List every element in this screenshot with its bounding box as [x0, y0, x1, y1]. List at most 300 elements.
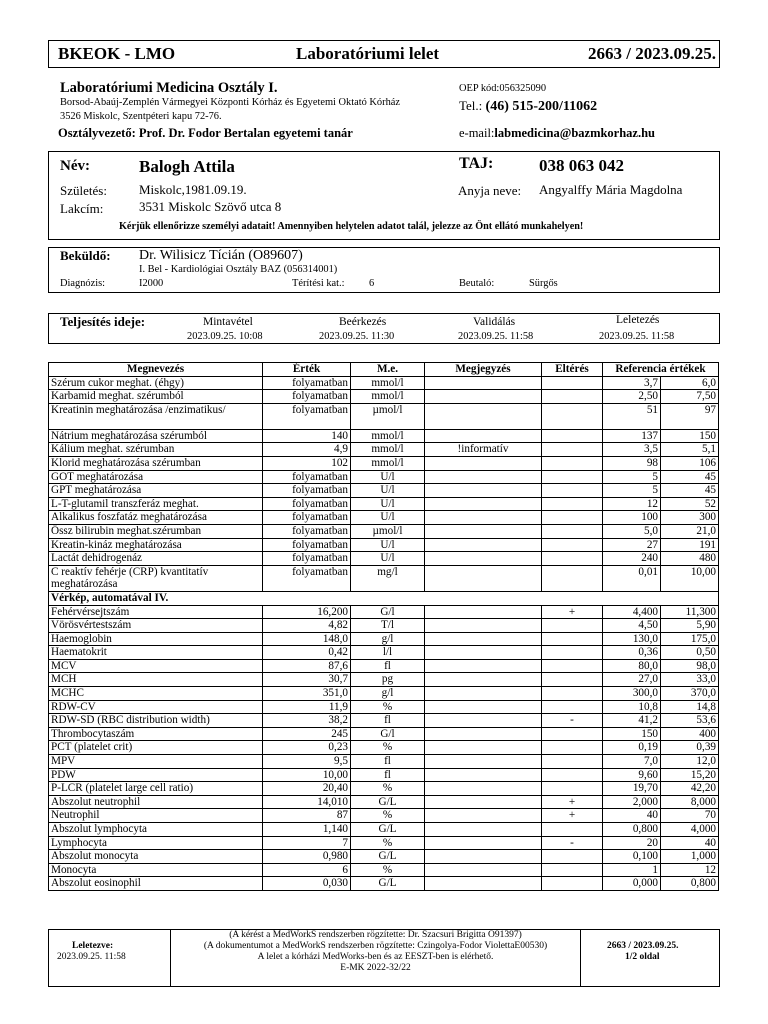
result-ref-low: 80,0	[603, 659, 661, 673]
result-unit: mmol/l	[351, 390, 425, 404]
footer-issued-label: Leletezve:	[72, 941, 114, 951]
result-note	[425, 538, 542, 552]
result-value: 87	[263, 809, 351, 823]
result-ref-low: 3,5	[603, 443, 661, 457]
result-name: Lactát dehidrogenáz	[49, 552, 263, 566]
result-ref-low: 20	[603, 836, 661, 850]
result-flag: +	[542, 795, 603, 809]
results-body	[49, 376, 719, 890]
result-name: Alkalikus foszfatáz meghatározása	[49, 511, 263, 525]
result-note	[425, 836, 542, 850]
result-note	[425, 456, 542, 470]
lab-address: 3526 Miskolc, Szentpéteri kapu 72-76.	[60, 111, 222, 122]
result-flag	[542, 755, 603, 769]
patient-name-label: Név:	[60, 158, 90, 174]
result-ref-high: 106	[661, 456, 719, 470]
result-value: 4,82	[263, 619, 351, 633]
result-flag: -	[542, 714, 603, 728]
result-unit: %	[351, 836, 425, 850]
patient-birth: Miskolc,1981.09.19.	[139, 182, 247, 197]
result-note	[425, 809, 542, 823]
result-flag	[542, 659, 603, 673]
col-header-name: Megnevezés	[49, 363, 263, 377]
result-name: L-T-glutamil transzferáz meghat.	[49, 497, 263, 511]
patient-taj-label: TAJ:	[459, 155, 494, 172]
result-value: folyamatban	[263, 470, 351, 484]
lab-email-value[interactable]: labmedicina@bazmkorhaz.hu	[494, 126, 656, 140]
result-row	[49, 782, 719, 796]
sender-fee: 6	[369, 278, 375, 289]
result-row	[49, 484, 719, 498]
results-header-row	[49, 363, 719, 377]
result-ref-high: 7,50	[661, 390, 719, 404]
result-note	[425, 565, 542, 591]
result-row	[49, 877, 719, 891]
result-row	[49, 809, 719, 823]
header-org: BKEOK - LMO	[58, 44, 176, 63]
lab-phone-label: Tel.:	[459, 98, 483, 113]
result-row	[49, 687, 719, 701]
footer-page: 1/2 oldal	[625, 952, 660, 962]
result-name: MCV	[49, 659, 263, 673]
result-ref-high: 45	[661, 484, 719, 498]
result-ref-high: 0,39	[661, 741, 719, 755]
result-ref-high: 33,0	[661, 673, 719, 687]
col-header-value: Érték	[263, 363, 351, 377]
result-unit: mmol/l	[351, 443, 425, 457]
result-row	[49, 456, 719, 470]
completion-step-sampling-label: Mintavétel	[203, 316, 253, 328]
result-value: folyamatban	[263, 376, 351, 390]
result-unit: µmol/l	[351, 524, 425, 538]
result-flag: +	[542, 809, 603, 823]
result-ref-low: 0,800	[603, 823, 661, 837]
result-flag	[542, 376, 603, 390]
result-flag	[542, 470, 603, 484]
result-name: MPV	[49, 755, 263, 769]
result-ref-low: 0,000	[603, 877, 661, 891]
result-ref-low: 40	[603, 809, 661, 823]
result-row	[49, 700, 719, 714]
result-ref-low: 51	[603, 403, 661, 429]
result-value: 140	[263, 429, 351, 443]
result-flag	[542, 687, 603, 701]
result-flag	[542, 850, 603, 864]
result-unit: U/l	[351, 484, 425, 498]
result-unit: g/l	[351, 687, 425, 701]
result-value: folyamatban	[263, 403, 351, 429]
result-ref-low: 137	[603, 429, 661, 443]
result-row	[49, 659, 719, 673]
result-row	[49, 863, 719, 877]
result-name: Neutrophil	[49, 809, 263, 823]
completion-step-report-label: Leletezés	[616, 314, 660, 326]
result-note	[425, 470, 542, 484]
result-value: 14,010	[263, 795, 351, 809]
patient-birth-label: Születés:	[60, 183, 107, 198]
result-row	[49, 403, 719, 429]
result-flag	[542, 390, 603, 404]
result-name: C reaktív fehérje (CRP) kvantitatív meghatározása	[49, 565, 263, 591]
completion-label: Teljesítés ideje:	[60, 314, 146, 329]
result-ref-low: 2,50	[603, 390, 661, 404]
result-name: Haematokrit	[49, 646, 263, 660]
result-value: 148,0	[263, 632, 351, 646]
result-value: 102	[263, 456, 351, 470]
result-value: 0,030	[263, 877, 351, 891]
result-flag	[542, 727, 603, 741]
result-flag	[542, 565, 603, 591]
result-name: Lymphocyta	[49, 836, 263, 850]
result-ref-low: 27,0	[603, 673, 661, 687]
result-value: folyamatban	[263, 484, 351, 498]
result-ref-low: 130,0	[603, 632, 661, 646]
result-name: RDW-SD (RBC distribution width)	[49, 714, 263, 728]
result-value: folyamatban	[263, 524, 351, 538]
result-value: 10,00	[263, 768, 351, 782]
result-row	[49, 470, 719, 484]
result-ref-high: 191	[661, 538, 719, 552]
result-name: Össz bilirubin meghat.szérumban	[49, 524, 263, 538]
result-ref-low: 9,60	[603, 768, 661, 782]
result-unit: G/L	[351, 877, 425, 891]
result-flag: -	[542, 836, 603, 850]
result-row	[49, 768, 719, 782]
result-name: Karbamid meghat. szérumból	[49, 390, 263, 404]
result-note	[425, 741, 542, 755]
result-ref-high: 5,1	[661, 443, 719, 457]
result-value: 16,200	[263, 605, 351, 619]
result-unit: l/l	[351, 646, 425, 660]
result-note	[425, 877, 542, 891]
result-row	[49, 619, 719, 633]
result-ref-low: 19,70	[603, 782, 661, 796]
result-ref-low: 0,01	[603, 565, 661, 591]
result-note	[425, 768, 542, 782]
footer-note-code: E-MK 2022-32/22	[340, 963, 411, 973]
result-ref-low: 3,7	[603, 376, 661, 390]
result-value: folyamatban	[263, 390, 351, 404]
result-name: Kreatin-kináz meghatározása	[49, 538, 263, 552]
result-flag	[542, 429, 603, 443]
result-value: 9,5	[263, 755, 351, 769]
footer-doc-id: 2663 / 2023.09.25.	[607, 941, 679, 951]
result-name: Kálium meghat. szérumban	[49, 443, 263, 457]
result-note	[425, 619, 542, 633]
result-flag	[542, 511, 603, 525]
result-row	[49, 552, 719, 566]
section-title: Vérkép, automatával IV.	[49, 591, 719, 605]
result-ref-high: 4,000	[661, 823, 719, 837]
result-flag	[542, 619, 603, 633]
result-name: P-LCR (platelet large cell ratio)	[49, 782, 263, 796]
result-ref-high: 45	[661, 470, 719, 484]
result-name: Abszolut eosinophil	[49, 877, 263, 891]
result-note	[425, 850, 542, 864]
result-note	[425, 659, 542, 673]
result-ref-high: 0,800	[661, 877, 719, 891]
section-row	[49, 591, 719, 605]
result-row	[49, 741, 719, 755]
result-ref-low: 5	[603, 470, 661, 484]
result-name: Klorid meghatározása szérumban	[49, 456, 263, 470]
result-row	[49, 755, 719, 769]
result-name: Abszolut lymphocyta	[49, 823, 263, 837]
result-row	[49, 376, 719, 390]
result-unit: mg/l	[351, 565, 425, 591]
result-name: GPT meghatározása	[49, 484, 263, 498]
result-unit: fl	[351, 714, 425, 728]
result-name: Thrombocytaszám	[49, 727, 263, 741]
result-ref-high: 97	[661, 403, 719, 429]
result-row	[49, 443, 719, 457]
result-ref-low: 7,0	[603, 755, 661, 769]
result-flag	[542, 863, 603, 877]
result-value: folyamatban	[263, 538, 351, 552]
result-row	[49, 605, 719, 619]
result-flag	[542, 552, 603, 566]
result-ref-high: 70	[661, 809, 719, 823]
result-value: 7	[263, 836, 351, 850]
lab-head-label: Osztályvezető:	[58, 126, 136, 140]
result-ref-low: 12	[603, 497, 661, 511]
footer-notes	[171, 930, 580, 974]
result-note	[425, 687, 542, 701]
result-ref-high: 14,8	[661, 700, 719, 714]
col-header-flag: Eltérés	[542, 363, 603, 377]
col-header-reference: Referencia értékek	[603, 363, 719, 377]
result-flag	[542, 823, 603, 837]
result-ref-high: 52	[661, 497, 719, 511]
result-ref-low: 1	[603, 863, 661, 877]
result-ref-high: 12	[661, 863, 719, 877]
result-name: MCH	[49, 673, 263, 687]
patient-mother-label: Anyja neve:	[458, 183, 522, 198]
result-name: MCHC	[49, 687, 263, 701]
result-ref-low: 150	[603, 727, 661, 741]
result-ref-low: 10,8	[603, 700, 661, 714]
result-flag	[542, 646, 603, 660]
patient-taj: 038 063 042	[539, 156, 624, 175]
result-row	[49, 632, 719, 646]
result-ref-high: 1,000	[661, 850, 719, 864]
result-row	[49, 497, 719, 511]
result-unit: U/l	[351, 552, 425, 566]
sender-label: Beküldő:	[60, 248, 111, 263]
result-note	[425, 376, 542, 390]
result-value: folyamatban	[263, 552, 351, 566]
footer-note-document: (A dokumentumot a MedWorkS rendszerben rögzítette: Czingolya-Fodor ViolettaE00530)	[203, 941, 548, 951]
result-name: Szérum cukor meghat. (éhgy)	[49, 376, 263, 390]
result-value: 38,2	[263, 714, 351, 728]
result-unit: G/L	[351, 823, 425, 837]
result-row	[49, 390, 719, 404]
result-unit: U/l	[351, 511, 425, 525]
result-flag	[542, 538, 603, 552]
result-value: 6	[263, 863, 351, 877]
result-name: PCT (platelet crit)	[49, 741, 263, 755]
completion-step-arrival-time: 2023.09.25. 11:30	[319, 331, 395, 342]
result-flag	[542, 456, 603, 470]
result-unit: µmol/l	[351, 403, 425, 429]
lab-oep: OEP kód:056325090	[459, 83, 547, 94]
result-note	[425, 700, 542, 714]
result-row	[49, 850, 719, 864]
result-name: Nátrium meghatározása szérumból	[49, 429, 263, 443]
result-ref-high: 11,300	[661, 605, 719, 619]
result-unit: %	[351, 809, 425, 823]
result-name: Fehérvérsejtszám	[49, 605, 263, 619]
result-unit: %	[351, 700, 425, 714]
completion-step-validation-time: 2023.09.25. 11:58	[458, 331, 534, 342]
result-value: 1,140	[263, 823, 351, 837]
patient-notice: Kérjük ellenőrizze személyi adatait! Amennyiben helytelen adatot talál, jelezze az Önt ellátó munkahelyen!	[119, 221, 584, 232]
result-row	[49, 795, 719, 809]
lab-phone	[459, 98, 597, 115]
result-flag	[542, 768, 603, 782]
result-ref-high: 15,20	[661, 768, 719, 782]
patient-address-label: Lakcím:	[60, 201, 104, 216]
result-unit: G/l	[351, 727, 425, 741]
result-unit: G/l	[351, 605, 425, 619]
result-unit: G/L	[351, 850, 425, 864]
result-ref-high: 480	[661, 552, 719, 566]
result-ref-high: 370,0	[661, 687, 719, 701]
result-ref-high: 21,0	[661, 524, 719, 538]
result-note	[425, 863, 542, 877]
lab-email	[459, 126, 655, 141]
result-name: Haemoglobin	[49, 632, 263, 646]
result-value: 0,980	[263, 850, 351, 864]
result-row	[49, 524, 719, 538]
result-ref-high: 53,6	[661, 714, 719, 728]
result-ref-low: 4,400	[603, 605, 661, 619]
result-value: 0,42	[263, 646, 351, 660]
result-note	[425, 484, 542, 498]
result-flag: +	[542, 605, 603, 619]
header-doc-id: 2663 / 2023.09.25.	[588, 44, 716, 63]
result-ref-high: 98,0	[661, 659, 719, 673]
result-flag	[542, 443, 603, 457]
result-ref-high: 300	[661, 511, 719, 525]
patient-name: Balogh Attila	[139, 157, 235, 176]
result-name: Abszolut neutrophil	[49, 795, 263, 809]
completion-step-arrival-label: Beérkezés	[339, 316, 387, 328]
result-value: 11,9	[263, 700, 351, 714]
sender-ref-label: Beutaló:	[459, 278, 495, 289]
header-title: Laboratóriumi lelet	[296, 44, 440, 63]
result-ref-low: 27	[603, 538, 661, 552]
result-flag	[542, 403, 603, 429]
result-unit: T/l	[351, 619, 425, 633]
result-flag	[542, 877, 603, 891]
result-note	[425, 795, 542, 809]
result-ref-high: 8,000	[661, 795, 719, 809]
result-note	[425, 673, 542, 687]
result-row	[49, 565, 719, 591]
result-unit: fl	[351, 768, 425, 782]
result-flag	[542, 700, 603, 714]
result-flag	[542, 497, 603, 511]
result-ref-low: 0,100	[603, 850, 661, 864]
col-header-note: Megjegyzés	[425, 363, 542, 377]
result-unit: %	[351, 741, 425, 755]
result-note	[425, 727, 542, 741]
result-ref-low: 100	[603, 511, 661, 525]
result-flag	[542, 673, 603, 687]
sender-fee-label: Térítési kat.:	[292, 278, 345, 289]
lab-head-value: Prof. Dr. Fodor Bertalan egyetemi tanár	[138, 126, 353, 140]
result-row	[49, 727, 719, 741]
result-ref-high: 400	[661, 727, 719, 741]
result-ref-high: 42,20	[661, 782, 719, 796]
result-row	[49, 511, 719, 525]
result-ref-low: 0,19	[603, 741, 661, 755]
result-value: 0,23	[263, 741, 351, 755]
result-ref-high: 40	[661, 836, 719, 850]
completion-step-report-time: 2023.09.25. 11:58	[599, 331, 675, 342]
result-row	[49, 836, 719, 850]
result-ref-low: 4,50	[603, 619, 661, 633]
result-unit: mmol/l	[351, 376, 425, 390]
result-ref-low: 98	[603, 456, 661, 470]
result-row	[49, 714, 719, 728]
result-ref-high: 5,90	[661, 619, 719, 633]
result-flag	[542, 632, 603, 646]
completion-step-validation-label: Validálás	[473, 316, 516, 328]
result-note	[425, 755, 542, 769]
result-row	[49, 538, 719, 552]
result-value: folyamatban	[263, 565, 351, 591]
result-row	[49, 429, 719, 443]
result-value: 87,6	[263, 659, 351, 673]
sender-diag-label: Diagnózis:	[60, 278, 106, 289]
lab-name: Laboratóriumi Medicina Osztály I.	[60, 80, 278, 96]
result-ref-low: 5,0	[603, 524, 661, 538]
result-unit: %	[351, 863, 425, 877]
result-flag	[542, 484, 603, 498]
result-ref-low: 0,36	[603, 646, 661, 660]
result-flag	[542, 741, 603, 755]
result-unit: mmol/l	[351, 429, 425, 443]
footer-note-availability: A lelet a kórházi MedWorks-ben és az EESZT-ben is elérhető.	[257, 952, 494, 962]
result-ref-low: 240	[603, 552, 661, 566]
results-table	[48, 362, 719, 891]
result-note	[425, 632, 542, 646]
lab-email-label: e-mail:	[459, 126, 495, 140]
result-flag	[542, 524, 603, 538]
result-note	[425, 390, 542, 404]
completion-step-sampling-time: 2023.09.25. 10:08	[187, 331, 263, 342]
result-name: Abszolut monocyta	[49, 850, 263, 864]
result-name: PDW	[49, 768, 263, 782]
result-name: RDW-CV	[49, 700, 263, 714]
result-ref-high: 10,00	[661, 565, 719, 591]
result-row	[49, 646, 719, 660]
result-note	[425, 782, 542, 796]
result-note	[425, 714, 542, 728]
result-name: GOT meghatározása	[49, 470, 263, 484]
result-ref-high: 150	[661, 429, 719, 443]
footer-issued-value: 2023.09.25. 11:58	[57, 952, 126, 962]
col-header-unit: M.e.	[351, 363, 425, 377]
result-value: 4,9	[263, 443, 351, 457]
result-unit: g/l	[351, 632, 425, 646]
footer-divider-right	[580, 929, 581, 987]
result-unit: fl	[351, 755, 425, 769]
result-value: folyamatban	[263, 497, 351, 511]
result-unit: pg	[351, 673, 425, 687]
